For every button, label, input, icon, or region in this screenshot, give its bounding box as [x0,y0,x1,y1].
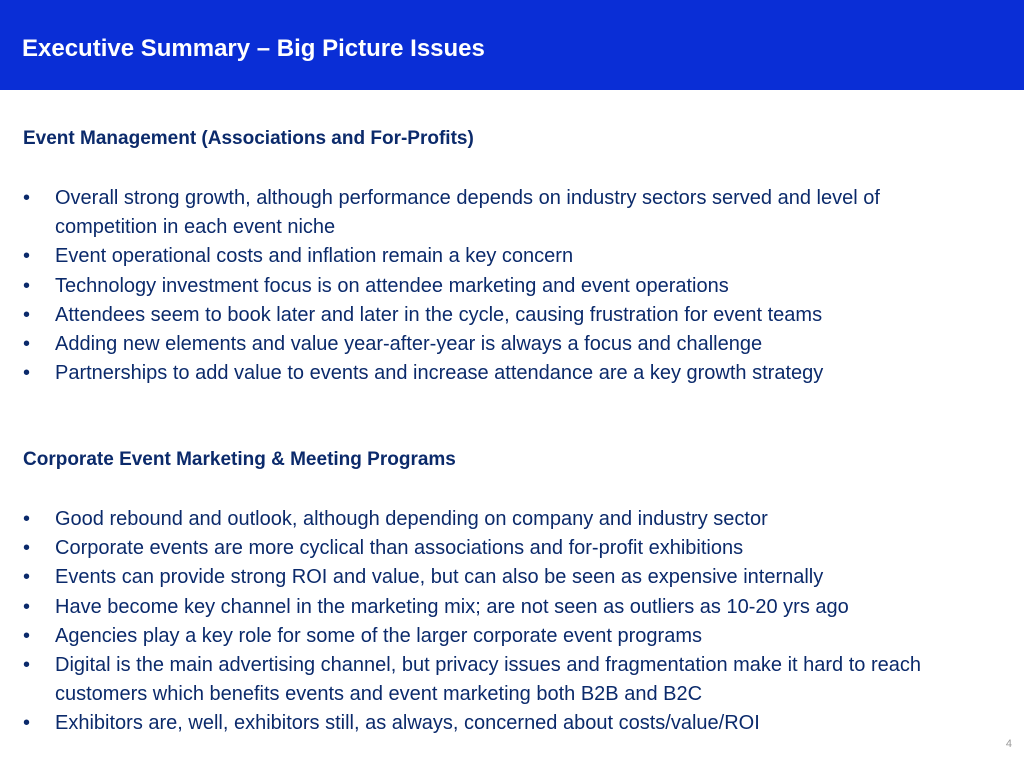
bullet-text: Attendees seem to book later and later in the cycle, causing frustration for event teams [55,303,823,326]
bullet-text: Adding new elements and value year-after-year is always a focus and challenge [55,333,763,356]
list-item [23,184,983,242]
bullet-icon: • [23,303,31,326]
bullet-text: Partnerships to add value to events and increase attendance are a key growth strategy [55,362,824,385]
bullet-text: Agencies play a key role for some of the larger corporate event programs [55,624,702,647]
section-heading: Event Management (Associations and For-Profits) [23,128,474,149]
bullet-icon: • [23,362,31,385]
bullet-icon: • [23,537,31,560]
bullet-icon: • [23,187,31,209]
section-heading: Corporate Event Marketing & Meeting Programs [23,449,456,470]
bullet-icon: • [23,712,31,735]
bullet-icon: • [23,333,31,356]
bullet-icon: • [23,245,31,268]
bullet-text: Overall strong growth, although performance depends on industry sectors served and level of competition in each event niche [55,187,880,239]
slide-title: Executive Summary – Big Picture Issues [22,35,485,62]
section-event-management [23,126,983,388]
list-item [23,242,983,271]
bullet-icon: • [23,595,31,618]
bullet-text: Technology investment focus is on attendee marketing and event operations [55,274,729,297]
bullet-text: Corporate events are more cyclical than associations and for-profit exhibitions [55,537,744,560]
list-item [23,534,983,563]
list-item [23,593,983,622]
bullet-icon: • [23,566,31,589]
list-item [23,651,983,709]
bullet-text: Have become key channel in the marketing mix; are not seen as outliers as 10-20 yrs ago [55,595,849,618]
bullet-icon: • [23,508,31,530]
list-item [23,505,983,534]
list-item [23,709,983,738]
bullet-text: Events can provide strong ROI and value, but can also be seen as expensive internally [55,566,824,589]
bullet-icon: • [23,274,31,297]
page-number: 4 [1005,738,1012,750]
section-corporate-event-marketing [23,447,983,739]
bullet-text: Exhibitors are, well, exhibitors still, as always, concerned about costs/value/ROI [55,712,760,735]
list-item [23,563,983,592]
bullet-text: Digital is the main advertising channel, but privacy issues and fragmentation make it hard to reach customers which benefits events and event marketing both B2B and B2C [55,654,922,706]
list-item [23,622,983,651]
bullet-list [23,505,983,739]
bullet-icon: • [23,654,31,677]
bullet-icon: • [23,624,31,647]
bullet-text: Event operational costs and inflation remain a key concern [55,245,574,268]
list-item [23,301,983,330]
list-item [23,272,983,301]
header-bar [0,0,1024,90]
bullet-text: Good rebound and outlook, although depending on company and industry sector [55,508,768,530]
bullet-list [23,184,983,388]
list-item [23,359,983,388]
list-item [23,330,983,359]
